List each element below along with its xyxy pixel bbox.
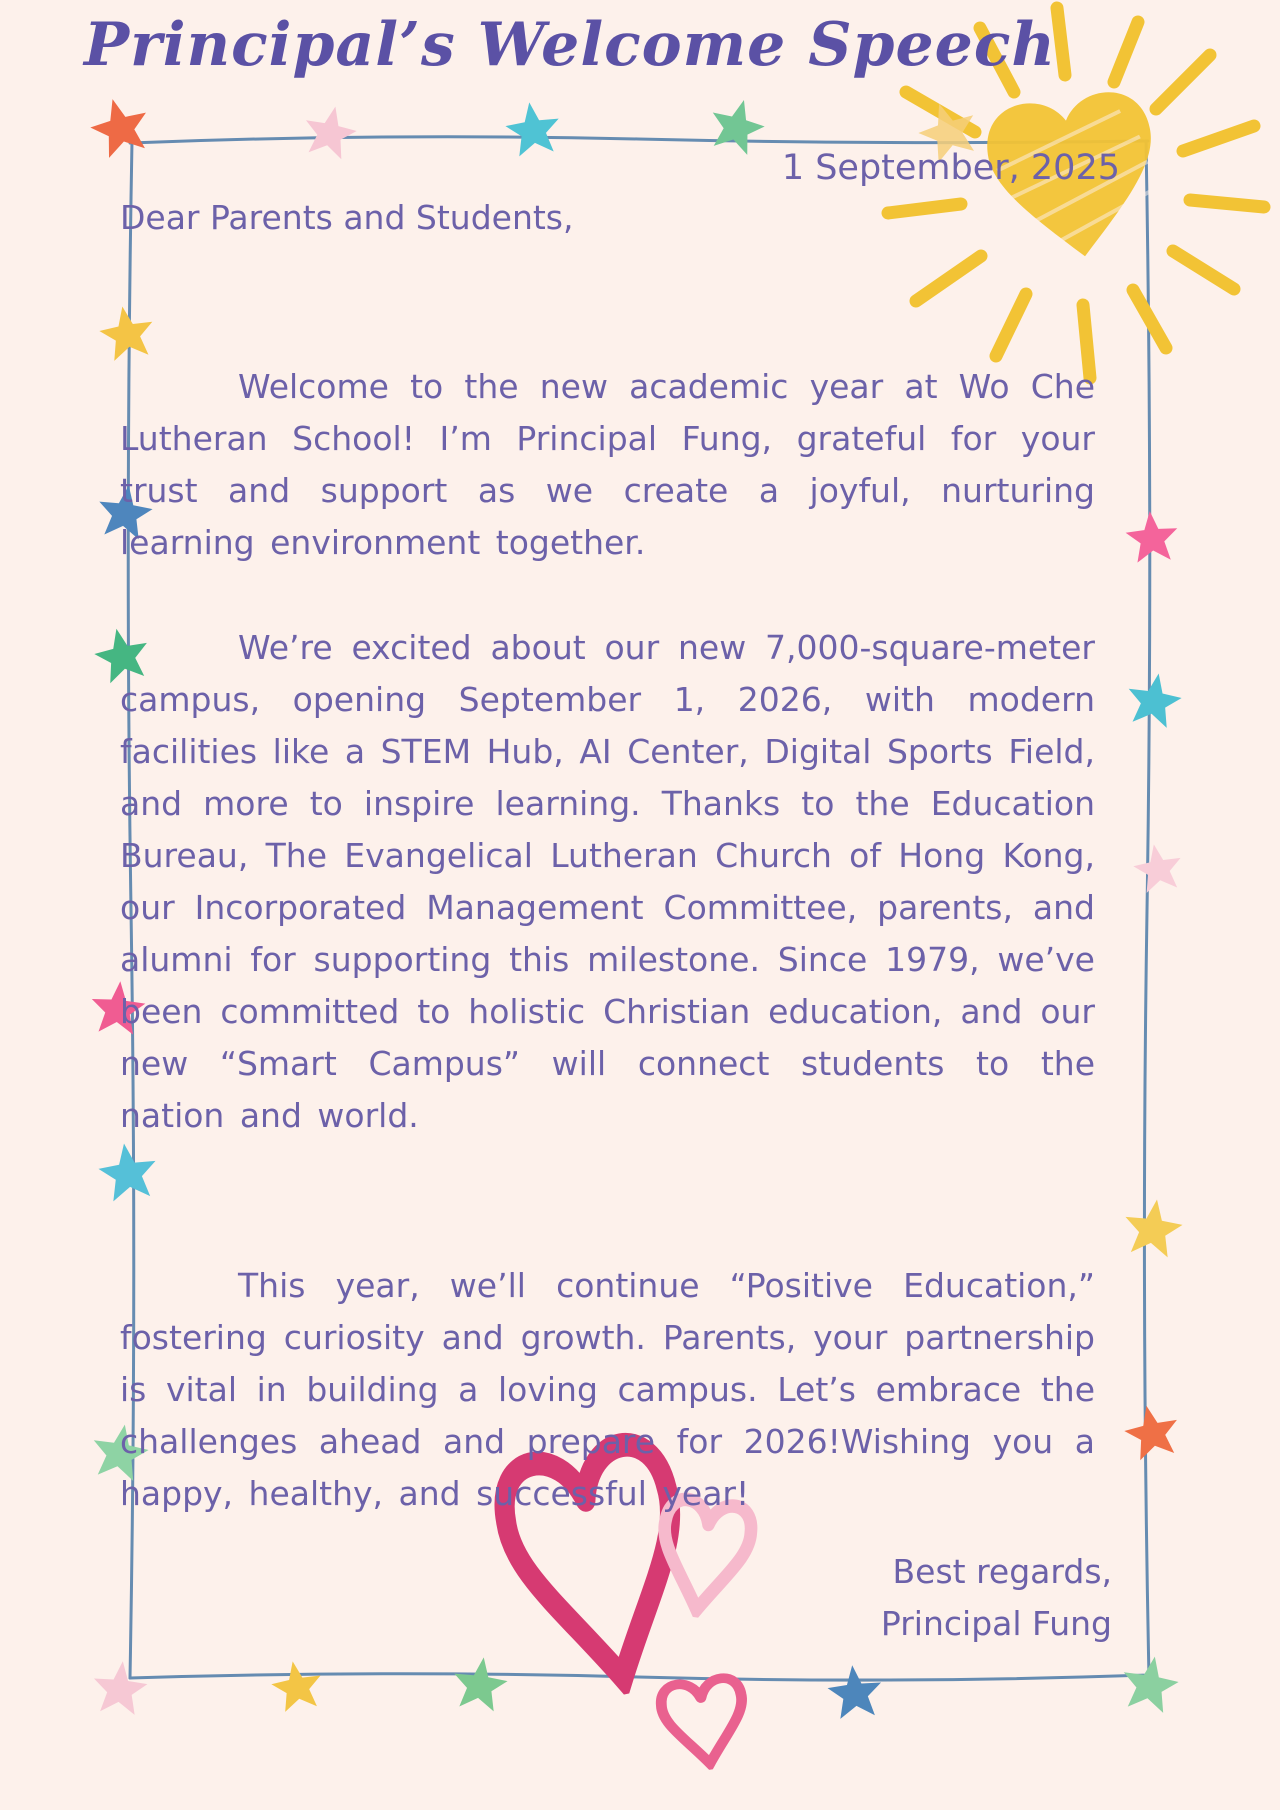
star-icon (89, 1657, 151, 1719)
star-icon (94, 1138, 162, 1206)
signature-block (600, 1546, 1112, 1650)
star-icon (1119, 1194, 1187, 1262)
star-icon (267, 1656, 327, 1716)
letter-paragraph-2: We’re excited about our new 7,000-square-meter campus, opening September 1, 2026, with modern facilities like a STEM Hub, AI Center, Digital Sports Field, and more to inspire learning. Thanks to the Education Bureau, The Evangelical Lutheran Church of Hong Kong, our Incorporated Management Committee, parents, and alumni for supporting this milestone. Since 1979, we’ve been committed to holistic Christian education, and our new “Smart Campus” will connect students to the nation and world. (120, 628, 1095, 1135)
letter-salutation: Dear Parents and Students, (120, 198, 574, 237)
star-icon (1119, 1399, 1185, 1465)
star-icon (1123, 508, 1182, 567)
star-icon (1116, 1650, 1183, 1717)
star-icon (1129, 839, 1187, 897)
star-icon (824, 1661, 886, 1723)
letter-paragraph-1: Welcome to the new academic year at Wo Che Lutheran School! I’m Principal Fung, grateful for your trust and support as we create a joyful, nurturing learning environment together. (120, 367, 1095, 562)
star-icon (1122, 668, 1187, 733)
letter-date: 1 September, 2025 (781, 148, 1120, 188)
letter-signature: Principal Fung (880, 1604, 1112, 1643)
letter-closing: Best regards, (892, 1552, 1112, 1591)
letter-paragraph-3: This year, we’ll continue “Positive Education,” fostering curiosity and growth. Parents, your partnership is vital in building a loving campus. Let’s embrace the challenges ahead and prepare for 2026!Wishing you a happy, healthy, and successful year! (120, 1266, 1095, 1513)
star-icon (448, 1652, 511, 1715)
small-heart-icon (649, 1664, 760, 1777)
page-title: Principal’s Welcome Speech (84, 10, 1056, 80)
star-icon (95, 301, 160, 366)
